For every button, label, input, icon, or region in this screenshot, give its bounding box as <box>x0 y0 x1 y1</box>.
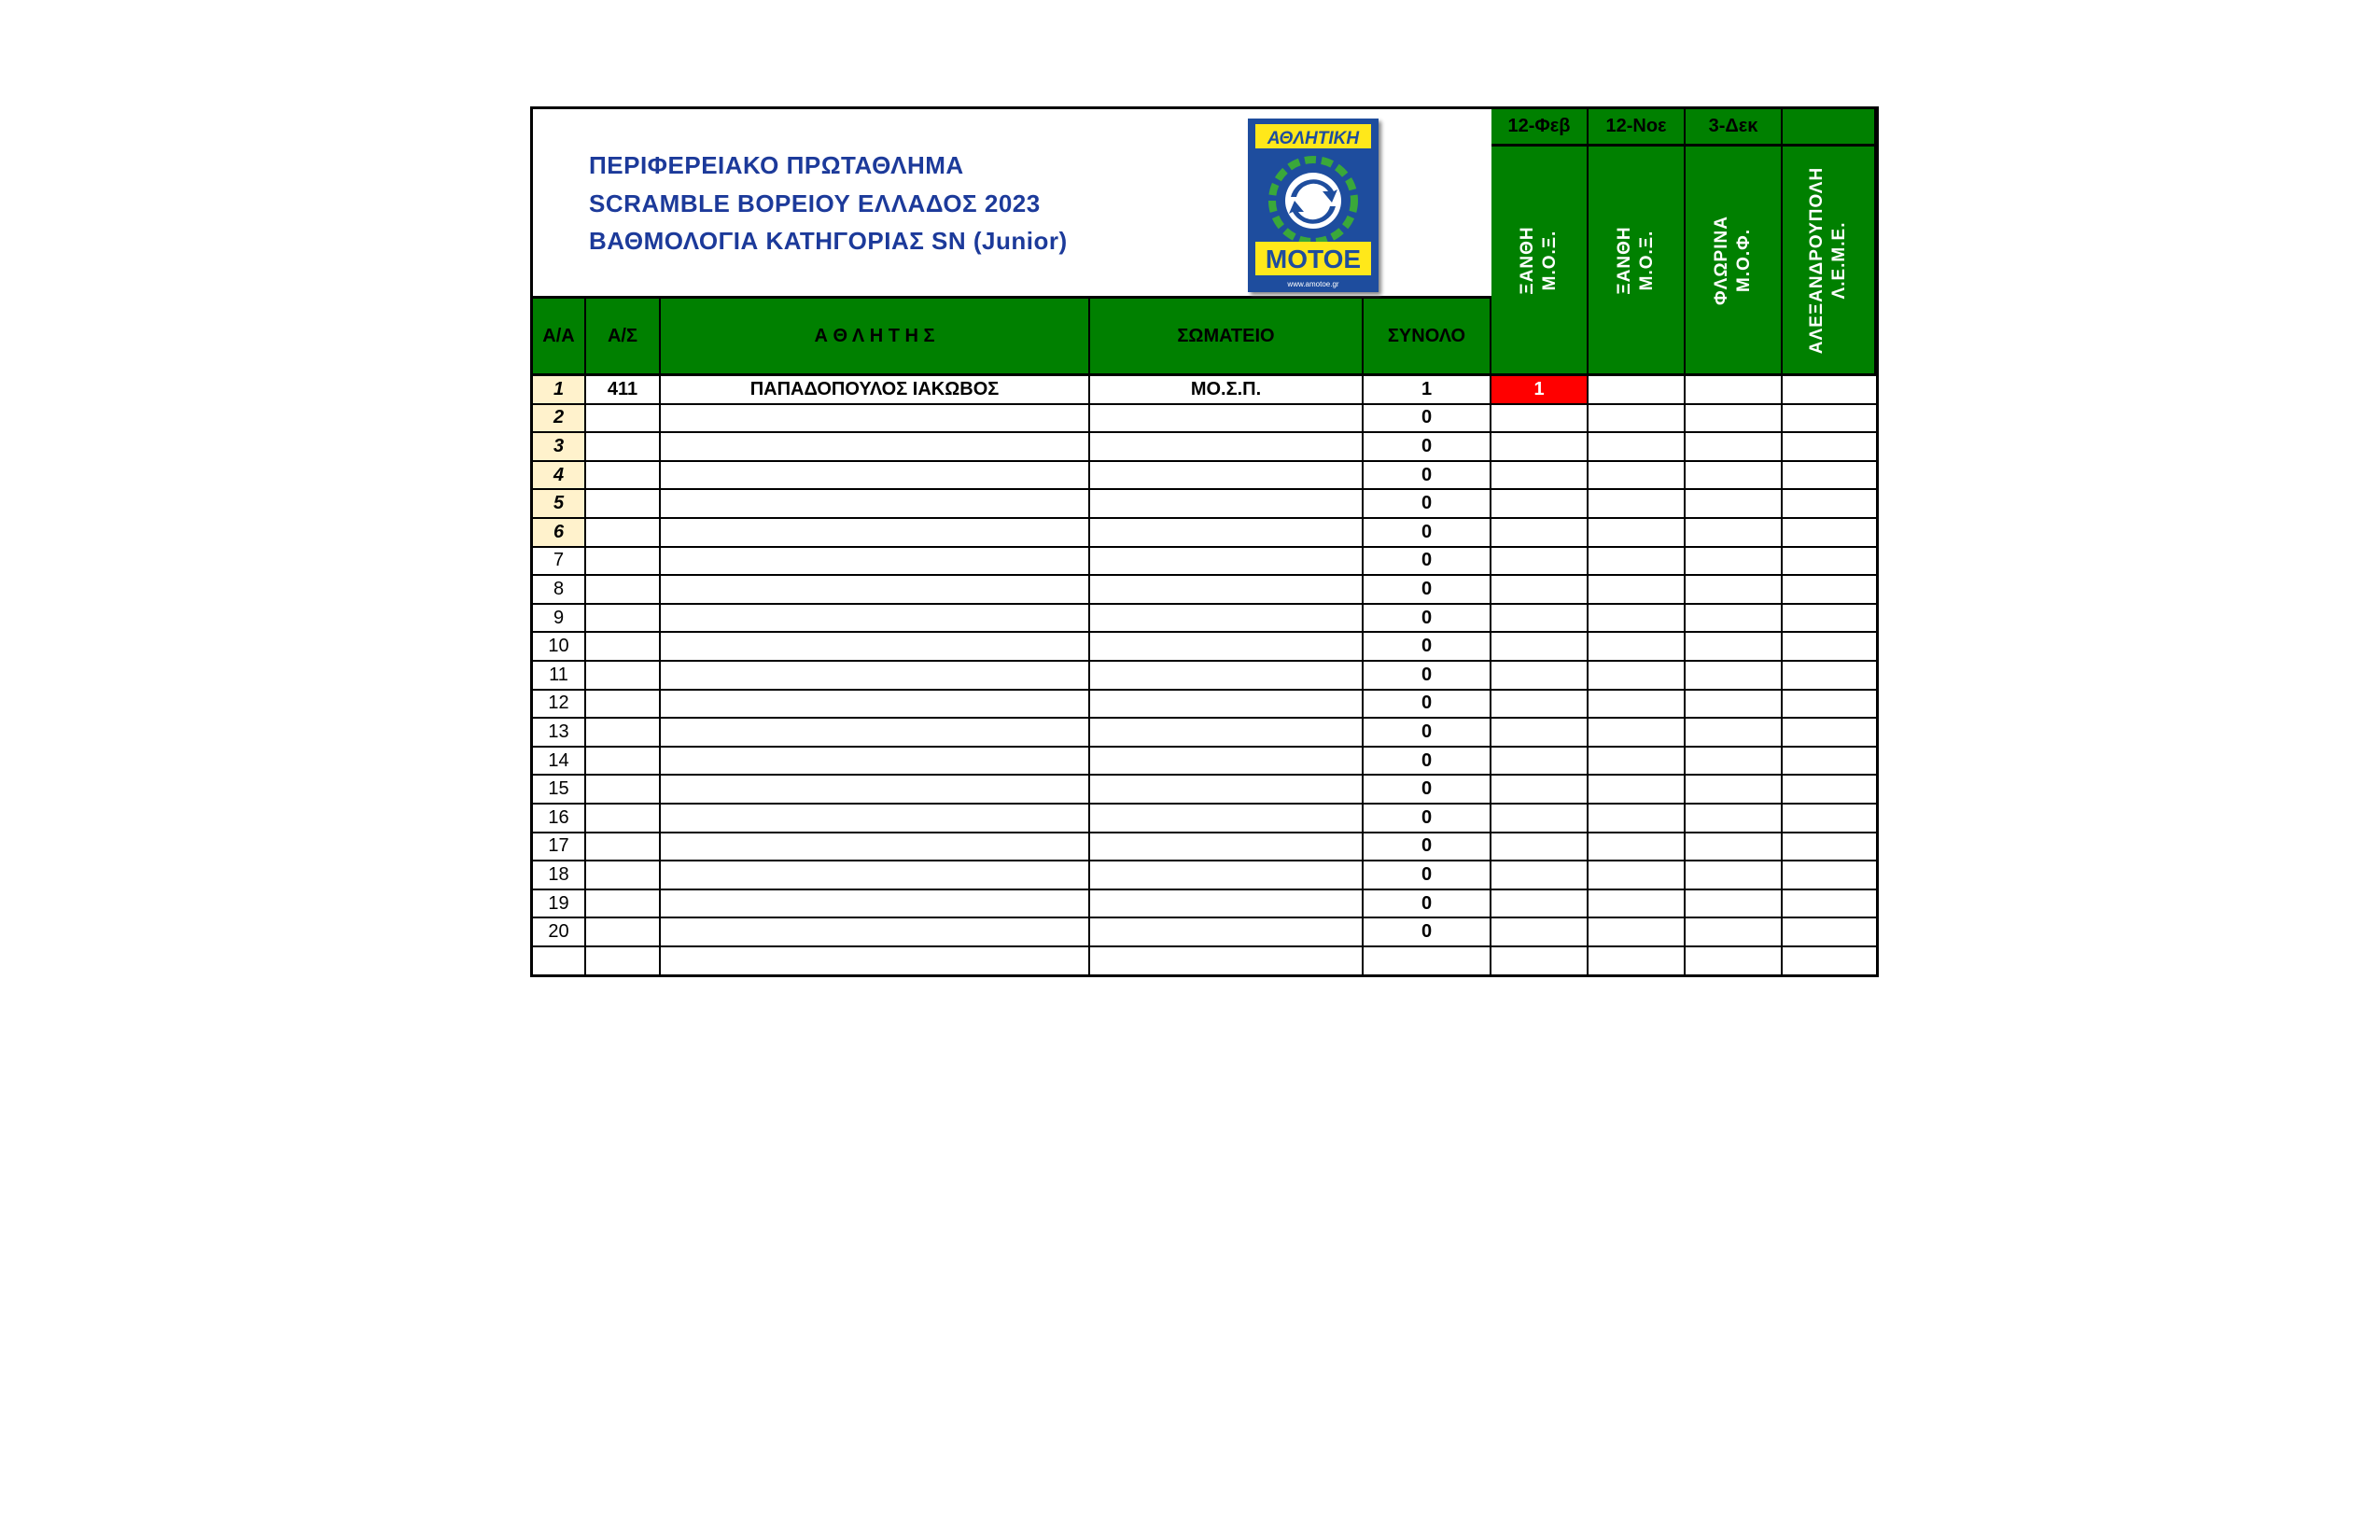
event-3-points-cell <box>1686 548 1783 577</box>
club-cell <box>1090 947 1364 976</box>
total-cell: 0 <box>1364 605 1491 634</box>
athlete-cell <box>661 861 1090 890</box>
bib-cell <box>586 861 661 890</box>
athlete-cell <box>661 719 1090 748</box>
event-2-points-cell <box>1589 748 1686 777</box>
athlete-cell <box>661 748 1090 777</box>
event-2-points-cell <box>1589 376 1686 405</box>
athlete-cell <box>661 890 1090 919</box>
standings-sheet <box>530 106 1879 977</box>
bib-cell: 411 <box>586 376 661 405</box>
event-2-points-cell <box>1589 918 1686 947</box>
rank-cell: 2 <box>533 405 586 434</box>
event-1-points-cell <box>1491 890 1589 919</box>
club-cell <box>1090 776 1364 805</box>
col-header-club: ΣΩΜΑΤΕΙΟ <box>1090 299 1364 376</box>
event-4-points-cell <box>1783 519 1876 548</box>
event-1-points-cell <box>1491 833 1589 862</box>
total-cell: 0 <box>1364 890 1491 919</box>
bib-cell <box>586 405 661 434</box>
event-date-4 <box>1783 109 1876 147</box>
bib-cell <box>586 519 661 548</box>
bib-cell <box>586 633 661 662</box>
athlete-cell <box>661 918 1090 947</box>
event-4-points-cell <box>1783 947 1876 976</box>
club-cell <box>1090 605 1364 634</box>
event-2-points-cell <box>1589 947 1686 976</box>
event-3-points-cell <box>1686 748 1783 777</box>
athlete-cell <box>661 947 1090 976</box>
bib-cell <box>586 947 661 976</box>
col-header-total: ΣΥΝΟΛΟ <box>1364 299 1491 376</box>
event-3-points-cell <box>1686 833 1783 862</box>
event-4-points-cell <box>1783 405 1876 434</box>
event-3-points-cell <box>1686 405 1783 434</box>
rank-cell: 4 <box>533 462 586 491</box>
title-line-1: ΠΕΡΙΦΕΡΕΙΑΚΟ ΠΡΩΤΑΘΛΗΜΑ <box>589 151 964 179</box>
event-venue-4 <box>1783 147 1876 376</box>
athlete-cell <box>661 519 1090 548</box>
event-4-points-cell <box>1783 719 1876 748</box>
event-4-points-cell <box>1783 748 1876 777</box>
event-2-points-cell <box>1589 662 1686 691</box>
event-1-points-cell <box>1491 633 1589 662</box>
event-venue-label <box>1517 226 1561 294</box>
event-1-points-cell <box>1491 918 1589 947</box>
bib-cell <box>586 890 661 919</box>
total-cell: 0 <box>1364 918 1491 947</box>
total-cell: 0 <box>1364 519 1491 548</box>
club-cell <box>1090 519 1364 548</box>
title-line-2: SCRAMBLE ΒΟΡΕΙΟΥ ΕΛΛΑΔΟΣ 2023 <box>589 189 1041 217</box>
rank-cell: 10 <box>533 633 586 662</box>
event-4-points-cell <box>1783 548 1876 577</box>
event-date-3: 3-Δεκ <box>1686 109 1783 147</box>
event-date-2: 12-Νοε <box>1589 109 1686 147</box>
club-cell <box>1090 890 1364 919</box>
event-4-points-cell <box>1783 662 1876 691</box>
club-cell <box>1090 633 1364 662</box>
total-cell: 0 <box>1364 490 1491 519</box>
event-2-points-cell <box>1589 519 1686 548</box>
col-header-as: Α/Σ <box>586 299 661 376</box>
club-cell: ΜΟ.Σ.Π. <box>1090 376 1364 405</box>
athlete-cell <box>661 405 1090 434</box>
athlete-cell <box>661 662 1090 691</box>
event-venue-label <box>1806 166 1851 353</box>
total-cell: 0 <box>1364 691 1491 720</box>
event-1-points-cell <box>1491 576 1589 605</box>
event-2-points-cell <box>1589 833 1686 862</box>
rank-cell: 19 <box>533 890 586 919</box>
club-cell <box>1090 861 1364 890</box>
event-4-points-cell <box>1783 490 1876 519</box>
rank-cell: 17 <box>533 833 586 862</box>
logo-top-text: ΑΘΛΗΤΙΚΗ <box>1267 129 1360 148</box>
athlete-cell <box>661 805 1090 833</box>
rank-cell: 16 <box>533 805 586 833</box>
event-3-points-cell <box>1686 776 1783 805</box>
event-2-points-cell <box>1589 605 1686 634</box>
event-3-points-cell <box>1686 605 1783 634</box>
bib-cell <box>586 576 661 605</box>
bib-cell <box>586 748 661 777</box>
event-3-points-cell <box>1686 433 1783 462</box>
event-4-points-cell <box>1783 633 1876 662</box>
event-4-points-cell <box>1783 433 1876 462</box>
rank-cell: 7 <box>533 548 586 577</box>
rank-cell: 18 <box>533 861 586 890</box>
event-1-points-cell <box>1491 861 1589 890</box>
club-cell <box>1090 833 1364 862</box>
bib-cell <box>586 691 661 720</box>
event-place: ΑΛΕΞΑΝΔΡΟΥΠΟΛΗ <box>1807 166 1827 354</box>
rank-cell: 20 <box>533 918 586 947</box>
club-cell <box>1090 662 1364 691</box>
event-3-points-cell <box>1686 576 1783 605</box>
rank-cell: 11 <box>533 662 586 691</box>
event-club: Μ.Ο.Φ. <box>1734 228 1754 292</box>
athlete-cell <box>661 548 1090 577</box>
event-1-points-cell <box>1491 605 1589 634</box>
athlete-cell <box>661 433 1090 462</box>
event-3-points-cell <box>1686 519 1783 548</box>
event-2-points-cell <box>1589 405 1686 434</box>
total-cell: 1 <box>1364 376 1491 405</box>
rank-cell: 14 <box>533 748 586 777</box>
event-4-points-cell <box>1783 576 1876 605</box>
event-3-points-cell <box>1686 490 1783 519</box>
event-4-points-cell <box>1783 691 1876 720</box>
event-2-points-cell <box>1589 691 1686 720</box>
club-cell <box>1090 548 1364 577</box>
total-cell <box>1364 947 1491 976</box>
bib-cell <box>586 805 661 833</box>
event-4-points-cell <box>1783 376 1876 405</box>
event-2-points-cell <box>1589 805 1686 833</box>
event-2-points-cell <box>1589 548 1686 577</box>
event-place: ΞΑΝΘΗ <box>1615 225 1634 295</box>
athlete-cell: ΠΑΠΑΔΟΠΟΥΛΟΣ ΙΑΚΩΒΟΣ <box>661 376 1090 405</box>
total-cell: 0 <box>1364 861 1491 890</box>
event-2-points-cell <box>1589 462 1686 491</box>
bib-cell <box>586 605 661 634</box>
club-cell <box>1090 405 1364 434</box>
event-2-points-cell <box>1589 719 1686 748</box>
title-line-3: ΒΑΘΜΟΛΟΓΙΑ ΚΑΤΗΓΟΡΙΑΣ SN (Junior) <box>589 227 1068 255</box>
total-cell: 0 <box>1364 662 1491 691</box>
athlete-cell <box>661 605 1090 634</box>
event-date-1: 12-Φεβ <box>1491 109 1589 147</box>
event-4-points-cell <box>1783 805 1876 833</box>
event-3-points-cell <box>1686 918 1783 947</box>
bib-cell <box>586 918 661 947</box>
rank-cell: 6 <box>533 519 586 548</box>
total-cell: 0 <box>1364 548 1491 577</box>
total-cell: 0 <box>1364 805 1491 833</box>
event-3-points-cell <box>1686 662 1783 691</box>
athlete-cell <box>661 576 1090 605</box>
rank-cell <box>533 947 586 976</box>
total-cell: 0 <box>1364 833 1491 862</box>
event-1-points-cell <box>1491 519 1589 548</box>
athlete-cell <box>661 691 1090 720</box>
bib-cell <box>586 462 661 491</box>
club-cell <box>1090 691 1364 720</box>
event-1-points-cell <box>1491 548 1589 577</box>
col-header-athlete: Α Θ Λ Η Τ Η Σ <box>661 299 1090 376</box>
athlete-cell <box>661 633 1090 662</box>
logo-url-text: www.amotoe.gr <box>1287 280 1339 288</box>
event-venue-3 <box>1686 147 1783 376</box>
rank-cell: 15 <box>533 776 586 805</box>
bib-cell <box>586 776 661 805</box>
club-logo <box>1248 119 1379 292</box>
event-place: ΞΑΝΘΗ <box>1518 225 1537 295</box>
event-2-points-cell <box>1589 776 1686 805</box>
event-1-points-cell: 1 <box>1491 376 1589 405</box>
col-header-aa: Α/Α <box>533 299 586 376</box>
total-cell: 0 <box>1364 719 1491 748</box>
bib-cell <box>586 662 661 691</box>
event-1-points-cell <box>1491 433 1589 462</box>
event-4-points-cell <box>1783 462 1876 491</box>
event-3-points-cell <box>1686 890 1783 919</box>
event-venue-label <box>1614 226 1659 294</box>
event-4-points-cell <box>1783 605 1876 634</box>
athlete-cell <box>661 776 1090 805</box>
club-cell <box>1090 918 1364 947</box>
event-2-points-cell <box>1589 433 1686 462</box>
event-3-points-cell <box>1686 719 1783 748</box>
event-venue-2 <box>1589 147 1686 376</box>
event-venue-label <box>1711 216 1756 305</box>
total-cell: 0 <box>1364 433 1491 462</box>
event-1-points-cell <box>1491 405 1589 434</box>
event-1-points-cell <box>1491 662 1589 691</box>
event-1-points-cell <box>1491 462 1589 491</box>
total-cell: 0 <box>1364 633 1491 662</box>
bib-cell <box>586 548 661 577</box>
event-1-points-cell <box>1491 719 1589 748</box>
event-2-points-cell <box>1589 861 1686 890</box>
club-cell <box>1090 719 1364 748</box>
club-cell <box>1090 490 1364 519</box>
event-4-points-cell <box>1783 833 1876 862</box>
bib-cell <box>586 719 661 748</box>
rank-cell: 5 <box>533 490 586 519</box>
event-2-points-cell <box>1589 490 1686 519</box>
logo-graphic <box>1248 119 1379 292</box>
total-cell: 0 <box>1364 748 1491 777</box>
event-1-points-cell <box>1491 776 1589 805</box>
event-3-points-cell <box>1686 861 1783 890</box>
bib-cell <box>586 433 661 462</box>
bib-cell <box>586 833 661 862</box>
event-3-points-cell <box>1686 805 1783 833</box>
athlete-cell <box>661 490 1090 519</box>
rank-cell: 12 <box>533 691 586 720</box>
rank-cell: 1 <box>533 376 586 405</box>
event-3-points-cell <box>1686 691 1783 720</box>
logo-bottom-text: ΜΟΤΟΕ <box>1265 245 1362 273</box>
event-3-points-cell <box>1686 462 1783 491</box>
club-cell <box>1090 462 1364 491</box>
athlete-cell <box>661 462 1090 491</box>
event-1-points-cell <box>1491 748 1589 777</box>
rank-cell: 9 <box>533 605 586 634</box>
event-4-points-cell <box>1783 890 1876 919</box>
event-4-points-cell <box>1783 861 1876 890</box>
event-3-points-cell <box>1686 633 1783 662</box>
event-2-points-cell <box>1589 633 1686 662</box>
total-cell: 0 <box>1364 776 1491 805</box>
event-2-points-cell <box>1589 576 1686 605</box>
rank-cell: 3 <box>533 433 586 462</box>
event-1-points-cell <box>1491 805 1589 833</box>
event-1-points-cell <box>1491 490 1589 519</box>
athlete-cell <box>661 833 1090 862</box>
event-3-points-cell <box>1686 376 1783 405</box>
club-cell <box>1090 433 1364 462</box>
total-cell: 0 <box>1364 576 1491 605</box>
event-4-points-cell <box>1783 776 1876 805</box>
club-cell <box>1090 748 1364 777</box>
club-cell <box>1090 576 1364 605</box>
event-club: Μ.Ο.Ξ. <box>1637 230 1657 290</box>
event-club: Λ.Ε.Μ.Ε. <box>1829 221 1849 299</box>
event-2-points-cell <box>1589 890 1686 919</box>
club-cell <box>1090 805 1364 833</box>
event-1-points-cell <box>1491 691 1589 720</box>
event-1-points-cell <box>1491 947 1589 976</box>
event-place: ΦΛΩΡΙΝΑ <box>1712 215 1731 305</box>
bib-cell <box>586 490 661 519</box>
event-4-points-cell <box>1783 918 1876 947</box>
rank-cell: 13 <box>533 719 586 748</box>
total-cell: 0 <box>1364 462 1491 491</box>
event-3-points-cell <box>1686 947 1783 976</box>
title-block <box>533 109 1491 299</box>
total-cell: 0 <box>1364 405 1491 434</box>
rank-cell: 8 <box>533 576 586 605</box>
event-club: Μ.Ο.Ξ. <box>1540 230 1560 290</box>
event-venue-1 <box>1491 147 1589 376</box>
